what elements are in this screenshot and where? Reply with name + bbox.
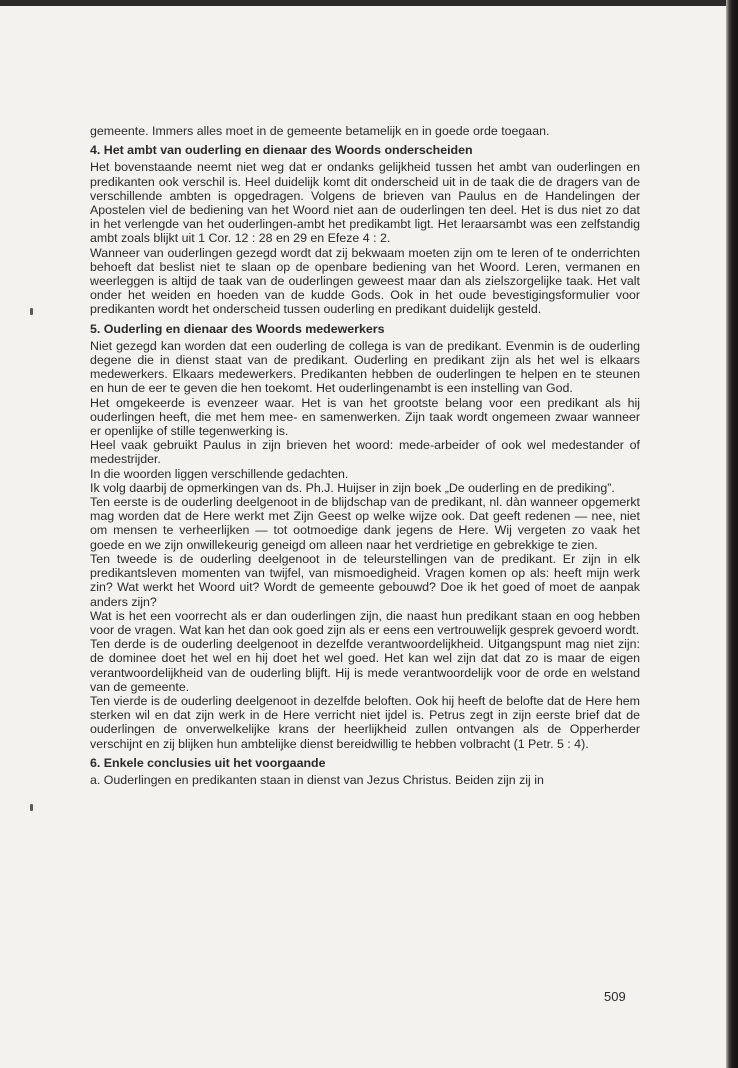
section-heading: 4. Het ambt van ouderling en dienaar des Woords onderscheiden — [90, 143, 473, 158]
paragraph: Ten derde is de ouderling deelgenoot in dezelfde verantwoordelijkheid. Uitgangspunt mag niet zijn: de dominee doet het wel en hij doet het wel goed. Het kan wel zijn dat dat zo is maar de eigen verantwoordelijkheid van de ouderling blijft. Hij is mede verantwoordelijk voor de orde en welstand van de gemeente. — [90, 637, 640, 694]
paragraph: Ten eerste is de ouderling deelgenoot in de blijdschap van de predikant, nl. dàn wanneer opgemerkt mag worden dat de Here werkt met Zijn Geest op welke wijze ook. Dat geeft redenen — nee, niet om mensen te verheerlijken — tot ootmoedige dank jegens de Here. Wij vergeten zo vaak het goede en we zijn onwillekeurig geneigd om alleen naar het verdrietige en gebrekkige te zien. — [90, 495, 640, 552]
paragraph: Het bovenstaande neemt niet weg dat er ondanks gelijkheid tussen het ambt van ouderlingen en predikanten ook verschil is. Heel duidelijk komt dit onderscheid uit in de taak die de dragers van de verschillende ambten is opgedragen. Volgens de brieven van Paulus en de Handelingen der Apostelen viel de bediening van het Woord niet aan de ouderlingen ten deel. Het is dus niet zo dat in het verlengde van het ouderlingen-ambt het predikambt ligt. Het leraarsambt was een zelfstandig ambt zoals blijkt uit 1 Cor. 12 : 28 en 29 en Efeze 4 : 2. — [90, 160, 640, 246]
scan-top-edge — [0, 0, 738, 6]
section-heading: 6. Enkele conclusies uit het voorgaande — [90, 755, 326, 770]
section-heading: 5. Ouderling en dienaar des Woords medewerkers — [90, 321, 385, 336]
opening-line: gemeente. Immers alles moet in de gemeente betamelijk en in goede orde toegaan. — [90, 124, 550, 138]
paragraph: Ten vierde is de ouderling deelgenoot in dezelfde beloften. Ook hij heeft de belofte dat de Here hem sterken wil en dat zijn werk in de Here verricht niet ijdel is. Petrus zegt in zijn eerste brief dat de ouderlingen de onverwelkelijke krans der heerlijkheid zullen ontvangen als de Opperherder verschijnt en zij blijken hun ambtelijke dienst bereidwillig te hebben volbracht (1 Petr. 5 : 4). — [90, 693, 640, 751]
paragraph: Niet gezegd kan worden dat een ouderling de collega is van de predikant. Evenmin is de ouderling degene die in dienst staat van de predikant. Ouderling en predikant zijn als het wel is elkaars medewerkers. Elkaars medewerkers. Predikanten hebben de ouderlingen te helpen en te steunen en hun de eer te geven die hen toekomt. Het ouderlingenambt is een instelling van God. — [90, 338, 640, 396]
paragraph: Het omgekeerde is evenzeer waar. Het is van het grootste belang voor een predikant als hij ouderlingen heeft, die met hem mee- en samenwerken. Zijn taak wordt ongemeen zwaar wanneer er openlijke of stille tegenwerking is. — [90, 395, 640, 439]
margin-mark — [30, 804, 33, 811]
paragraph: Heel vaak gebruikt Paulus in zijn brieven het woord: mede-arbeider of ook wel medestander of medestrijder. — [90, 438, 640, 467]
paragraph: In die woorden liggen verschillende gedachten. — [90, 466, 349, 481]
paragraph: Wanneer van ouderlingen gezegd wordt dat zij bekwaam moeten zijn om te leren of te onderrichten behoeft dat beslist niet te slaan op de openbare bediening van het Woord. Leren, vermanen en weerleggen is altijd de taak van de ouderlingen geweest maar dan als zielszorgelijke taak. Het valt onder het weiden en hoeden van de kudde Gods. Ook in het oude bevestigingsformulier voor predikanten wordt het onderscheid tussen ouderling en predikant duidelijk gesteld. — [90, 245, 640, 317]
margin-mark — [30, 308, 33, 315]
paragraph: Ten tweede is de ouderling deelgenoot in de teleurstellingen van de predikant. Er zijn in elk predikantsleven momenten van twijfel, van mismoedigheid. Vragen komen op als: heeft mijn werk zin? Wat werkt het Woord uit? Wordt de gemeente gebouwd? Doe ik het goed of moet de aanpak anders zijn? — [90, 551, 640, 609]
paragraph: Ik volg daarbij de opmerkingen van ds. Ph.J. Huijser in zijn boek „De ouderling en de prediking”. — [90, 480, 615, 495]
scan-right-edge — [726, 0, 738, 1068]
page-body — [90, 124, 640, 787]
page-number: 509 — [604, 989, 626, 1004]
paragraph: a. Ouderlingen en predikanten staan in dienst van Jezus Christus. Beiden zijn zij in — [90, 772, 544, 787]
paragraph: Wat is het een voorrecht als er dan ouderlingen zijn, die naast hun predikant staan en oog hebben voor de vragen. Wat kan het dan ook goed zijn als er eens een vertrouwelijk gesprek gevoerd wordt. — [90, 608, 640, 637]
